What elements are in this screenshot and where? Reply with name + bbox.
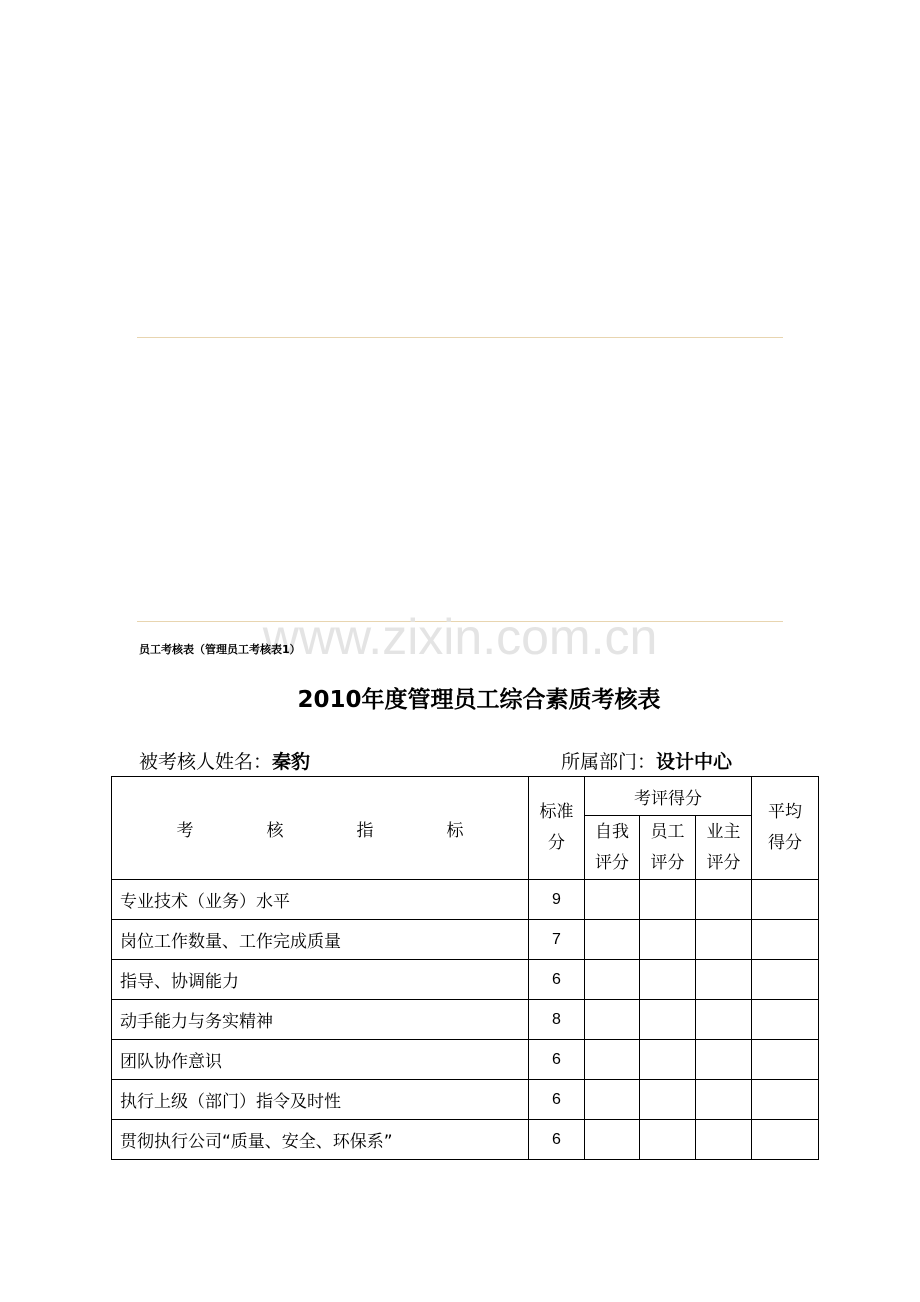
owner-rating-cell[interactable]: [696, 1040, 752, 1080]
self-rating-cell[interactable]: [585, 1000, 640, 1040]
indicator-cell: 专业技术（业务）水平: [112, 880, 529, 920]
header-self-rating: 自我 评分: [585, 816, 640, 880]
staff-rating-cell[interactable]: [640, 1080, 696, 1120]
self-rating-cell[interactable]: [585, 1080, 640, 1120]
table-row: [112, 1080, 819, 1120]
indicator-cell: 动手能力与务实精神: [112, 1000, 529, 1040]
department-value: 设计中心: [656, 751, 733, 773]
staff-rating-cell[interactable]: [640, 1040, 696, 1080]
staff-rating-cell[interactable]: [640, 920, 696, 960]
form-caption: 员工考核表（管理员工考核表1）: [139, 643, 301, 656]
indicator-cell: 指导、协调能力: [112, 960, 529, 1000]
header-rating-group: 考评得分: [585, 777, 752, 816]
table-row: [112, 960, 819, 1000]
owner-rating-cell[interactable]: [696, 960, 752, 1000]
assessee-name-line: [139, 747, 310, 774]
standard-score-cell: 6: [529, 960, 585, 1000]
average-score-cell: [752, 1040, 819, 1080]
owner-rating-cell[interactable]: [696, 1120, 752, 1160]
standard-score-cell: 6: [529, 1080, 585, 1120]
self-rating-cell[interactable]: [585, 960, 640, 1000]
self-rating-cell[interactable]: [585, 880, 640, 920]
page-title: 2010年度管理员工综合素质考核表: [297, 687, 661, 713]
standard-score-cell: 6: [529, 1040, 585, 1080]
table-row: [112, 920, 819, 960]
standard-score-cell: 6: [529, 1120, 585, 1160]
average-score-cell: [752, 920, 819, 960]
owner-rating-cell[interactable]: [696, 1000, 752, 1040]
table-row: [112, 1120, 819, 1160]
staff-rating-cell[interactable]: [640, 1120, 696, 1160]
department-line: [561, 747, 732, 774]
assessment-table: [111, 776, 819, 1160]
standard-score-cell: 8: [529, 1000, 585, 1040]
indicator-cell: 贯彻执行公司“质量、安全、环保系”: [112, 1120, 529, 1160]
top-divider-line: [137, 337, 783, 338]
table-row: [112, 880, 819, 920]
average-score-cell: [752, 960, 819, 1000]
average-score-cell: [752, 880, 819, 920]
standard-score-cell: 9: [529, 880, 585, 920]
header-owner-rating: 业主 评分: [696, 816, 752, 880]
owner-rating-cell[interactable]: [696, 920, 752, 960]
owner-rating-cell[interactable]: [696, 880, 752, 920]
indicator-cell: 岗位工作数量、工作完成质量: [112, 920, 529, 960]
self-rating-cell[interactable]: [585, 1040, 640, 1080]
assessee-name-value: 秦豹: [272, 751, 311, 773]
standard-score-cell: 7: [529, 920, 585, 960]
self-rating-cell[interactable]: [585, 920, 640, 960]
owner-rating-cell[interactable]: [696, 1080, 752, 1120]
self-rating-cell[interactable]: [585, 1120, 640, 1160]
header-indicator: 考 核 指 标: [112, 777, 529, 880]
average-score-cell: [752, 1080, 819, 1120]
indicator-cell: 团队协作意识: [112, 1040, 529, 1080]
header-row-1: [112, 777, 819, 816]
header-average-score: 平均 得分: [752, 777, 819, 880]
staff-rating-cell[interactable]: [640, 960, 696, 1000]
staff-rating-cell[interactable]: [640, 1000, 696, 1040]
table-row: [112, 1040, 819, 1080]
department-label: 所属部门：: [561, 751, 657, 773]
staff-rating-cell[interactable]: [640, 880, 696, 920]
assessee-name-label: 被考核人姓名：: [139, 751, 273, 773]
header-staff-rating: 员工 评分: [640, 816, 696, 880]
header-standard-score: 标准 分: [529, 777, 585, 880]
indicator-cell: 执行上级（部门）指令及时性: [112, 1080, 529, 1120]
average-score-cell: [752, 1000, 819, 1040]
average-score-cell: [752, 1120, 819, 1160]
table-row: [112, 1000, 819, 1040]
watermark-text: www.zixin.com.cn: [262, 609, 658, 665]
